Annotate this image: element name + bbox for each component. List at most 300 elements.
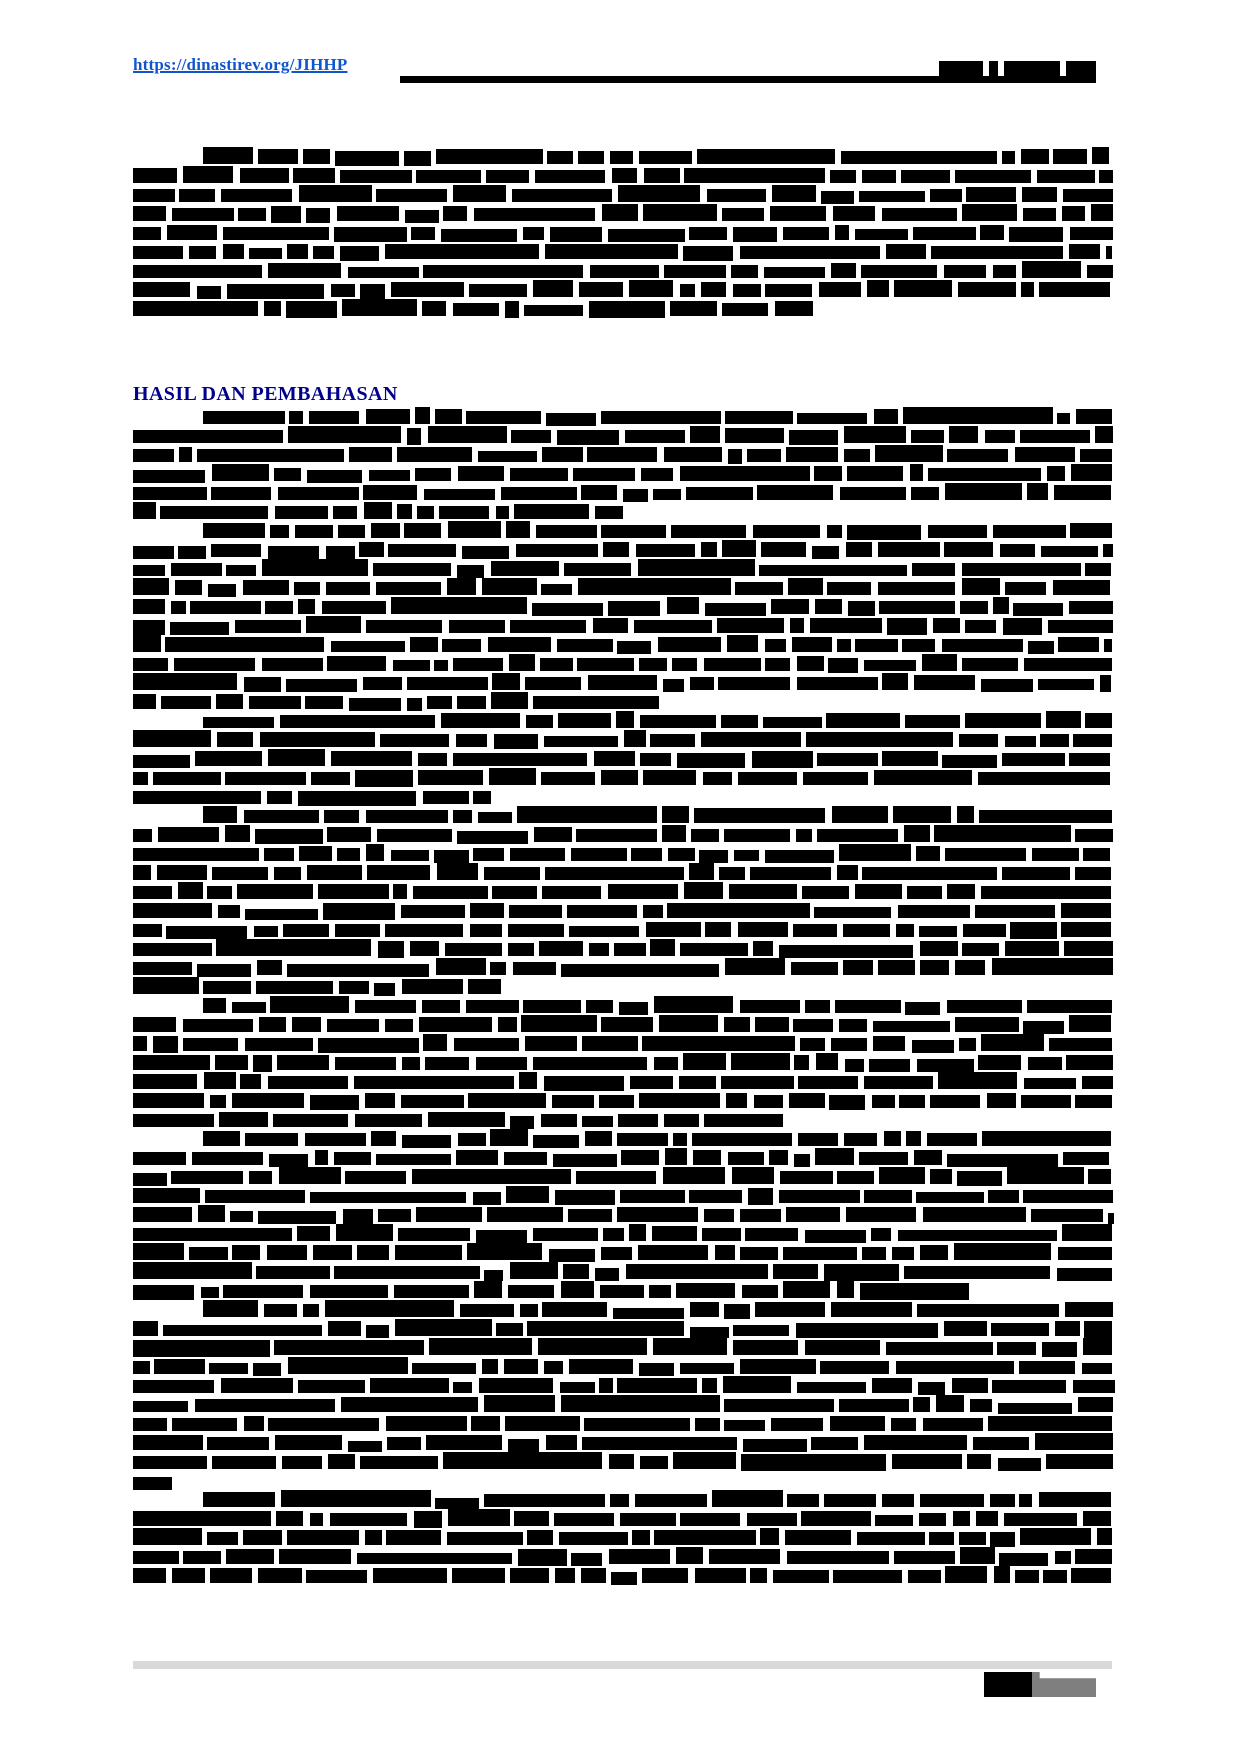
redacted-word: [898, 1230, 1057, 1241]
redacted-word: [874, 409, 898, 424]
redacted-word: [1005, 736, 1036, 747]
redacted-word: [299, 846, 332, 861]
redacted-word: [391, 282, 464, 297]
redacted-word: [546, 1435, 577, 1450]
redacted-word: [544, 1361, 563, 1374]
redacted-word: [165, 637, 324, 652]
redacted-word: [1007, 1167, 1084, 1184]
redacted-word: [203, 998, 226, 1013]
redacted-word: [869, 1059, 910, 1072]
redacted-word: [412, 1169, 571, 1184]
redacted-word: [999, 1553, 1048, 1566]
redacted-word: [510, 468, 568, 481]
redacted-line: [133, 1396, 1112, 1415]
redacted-word: [538, 1338, 647, 1355]
redacted-word: [518, 1549, 567, 1566]
redacted-word: [683, 246, 733, 261]
redacted-word: [613, 1308, 684, 1319]
redacted-word: [133, 962, 192, 975]
redacted-word: [912, 563, 955, 576]
redacted-word: [734, 850, 759, 861]
redacted-word: [203, 1492, 275, 1507]
redacted-word: [902, 639, 935, 652]
redacted-word: [920, 960, 949, 975]
redacted-word: [741, 1454, 886, 1471]
redacted-word: [334, 1266, 480, 1279]
redacted-word: [589, 943, 609, 956]
redacted-word: [820, 1361, 889, 1374]
redacted-word: [133, 1093, 204, 1108]
redacted-word: [498, 1017, 517, 1032]
redacted-word: [839, 844, 911, 861]
redacted-word: [667, 597, 699, 614]
redacted-word: [539, 941, 583, 956]
redacted-word: [1069, 601, 1113, 614]
redacted-word: [179, 189, 215, 202]
redacted-word: [1065, 1302, 1113, 1317]
redacted-word: [133, 1477, 172, 1490]
redacted-word: [786, 447, 838, 462]
redacted-word: [689, 863, 714, 880]
redacted-word: [281, 1490, 431, 1507]
redacted-word: [237, 884, 313, 899]
redacted-word: [492, 673, 520, 690]
redacted-word: [578, 151, 604, 164]
redacted-word: [694, 808, 825, 823]
redacted-word: [982, 1131, 1111, 1146]
redacted-word: [954, 1243, 1051, 1260]
redacted-word: [415, 407, 430, 424]
redacted-word: [510, 1262, 558, 1279]
redacted-word: [1027, 1000, 1111, 1013]
redacted-word: [504, 1152, 547, 1165]
redacted-word: [133, 1401, 188, 1412]
header-journal-link[interactable]: https://dinastirev.org/JIHHP: [133, 55, 348, 74]
redacted-word: [413, 886, 488, 899]
redacted-word: [701, 542, 717, 557]
redacted-word: [133, 301, 258, 316]
redacted-word: [212, 464, 269, 481]
redacted-word: [335, 151, 399, 166]
redacted-word: [970, 1399, 992, 1412]
redacted-word: [626, 1264, 768, 1279]
redacted-word: [609, 1454, 634, 1469]
redacted-word: [811, 1437, 858, 1450]
redacted-word: [905, 715, 960, 728]
redacted-word: [343, 1209, 373, 1224]
redacted-word: [373, 1568, 447, 1583]
redacted-word: [740, 246, 880, 259]
redacted-word: [771, 1418, 823, 1431]
redacted-word: [298, 1380, 365, 1393]
redacted-word: [1003, 618, 1042, 635]
redacted-word: [1000, 544, 1035, 557]
redacted-word: [306, 208, 330, 223]
redacted-word: [742, 1285, 778, 1298]
redacted-word: [631, 848, 662, 861]
redacted-word: [203, 523, 265, 538]
redacted-word: [643, 905, 663, 918]
redacted-word: [947, 1000, 1022, 1013]
redacted-word: [973, 1437, 1029, 1450]
redacted-word: [273, 1114, 348, 1127]
redacted-word: [617, 1133, 668, 1146]
redacted-word: [393, 884, 407, 899]
redacted-word: [755, 1302, 825, 1317]
redacted-line: [133, 921, 1112, 940]
redacted-word: [414, 1511, 442, 1528]
redacted-word: [862, 1247, 886, 1260]
redacted-word: [722, 303, 768, 316]
redacted-word: [207, 1437, 269, 1450]
redacted-word: [418, 753, 447, 766]
redacted-word: [309, 411, 359, 424]
redacted-word: [988, 1190, 1019, 1203]
redacted-word: [561, 1281, 594, 1298]
redacted-word: [376, 1154, 451, 1165]
redacted-word: [360, 1456, 438, 1469]
redacted-word: [207, 1532, 238, 1545]
redacted-word: [1039, 282, 1110, 297]
redacted-word: [780, 1171, 833, 1184]
redacted-word: [212, 867, 268, 880]
redacted-word: [243, 580, 289, 595]
redacted-word: [297, 1226, 330, 1241]
redacted-word: [397, 447, 472, 462]
redacted-word: [875, 1515, 913, 1526]
redacted-word: [280, 715, 435, 728]
redacted-word: [843, 960, 873, 975]
redacted-word: [680, 466, 810, 481]
redacted-word: [541, 772, 595, 785]
redacted-word: [157, 865, 207, 880]
redacted-word: [821, 191, 854, 204]
redacted-word: [726, 1093, 747, 1108]
redacted-word: [955, 960, 985, 975]
redacted-word: [207, 886, 232, 899]
redacted-word: [753, 941, 773, 956]
page-number-redacted: [984, 1672, 1032, 1697]
redacted-line: [133, 1244, 1112, 1263]
redacted-word: [602, 204, 638, 221]
redacted-word: [967, 1454, 991, 1469]
redacted-word: [133, 282, 190, 297]
redacted-word: [837, 639, 851, 652]
redacted-word: [724, 829, 790, 842]
redacted-word: [837, 865, 858, 880]
redacted-line: [133, 731, 1112, 750]
redacted-word: [298, 599, 315, 614]
redacted-word: [549, 1249, 595, 1262]
redacted-word: [839, 1399, 909, 1412]
redacted-word: [453, 1382, 472, 1393]
redacted-word: [178, 882, 203, 899]
redacted-word: [306, 1570, 367, 1583]
redacted-word: [601, 1247, 632, 1260]
redacted-word: [270, 996, 349, 1013]
redacted-word: [378, 941, 404, 958]
redacted-word: [133, 848, 259, 861]
redacted-word: [476, 1057, 527, 1070]
redacted-word: [203, 147, 253, 164]
redacted-word: [779, 1190, 860, 1203]
redacted-word: [1020, 430, 1090, 443]
redacted-word: [275, 1435, 342, 1450]
redacted-word: [640, 715, 716, 728]
redacted-word: [555, 1190, 615, 1205]
redacted-word: [258, 149, 298, 164]
redacted-word: [576, 1171, 656, 1184]
redacted-word: [864, 1076, 933, 1089]
redacted-word: [268, 1076, 348, 1089]
redacted-word: [686, 487, 753, 500]
redacted-word: [757, 485, 833, 500]
redacted-word: [564, 563, 631, 576]
redacted-word: [1069, 244, 1100, 259]
redacted-word: [218, 905, 240, 918]
redacted-word: [1058, 1247, 1112, 1260]
redacted-word: [546, 413, 596, 426]
redacted-word: [993, 265, 1016, 278]
redacted-word: [133, 1321, 158, 1336]
redacted-word: [370, 1378, 449, 1393]
redacted-word: [743, 1439, 807, 1452]
redacted-word: [279, 1549, 351, 1564]
redacted-word: [894, 1551, 955, 1564]
redacted-line: [133, 845, 1112, 864]
redacted-word: [928, 468, 1041, 481]
redacted-word: [962, 204, 1017, 221]
redacted-word: [249, 1171, 272, 1184]
redacted-word: [489, 768, 536, 785]
redacted-word: [460, 1304, 514, 1317]
redacted-line: [133, 1377, 1112, 1396]
redacted-word: [760, 1528, 779, 1545]
redacted-word: [423, 791, 469, 804]
redacted-word: [623, 489, 648, 502]
redacted-word: [595, 1268, 619, 1281]
redacted-word: [747, 1513, 797, 1526]
redacted-word: [201, 1287, 219, 1298]
redacted-word: [663, 679, 684, 692]
redacted-word: [652, 1226, 697, 1241]
redacted-word: [1028, 1057, 1062, 1070]
redacted-word: [773, 1264, 818, 1279]
redacted-word: [579, 282, 623, 297]
redacted-word: [310, 1285, 388, 1298]
redacted-word: [992, 958, 1113, 975]
redacted-word: [436, 958, 486, 975]
redacted-word: [289, 411, 303, 424]
redacted-word: [1071, 1568, 1111, 1583]
redacted-word: [364, 502, 392, 519]
redacted-word: [699, 850, 728, 863]
redacted-word: [401, 905, 465, 918]
redacted-word: [601, 525, 666, 538]
redacted-word: [335, 1057, 396, 1070]
redacted-word: [618, 185, 700, 202]
redacted-word: [958, 282, 1016, 297]
redacted-word: [133, 1511, 271, 1526]
redacted-word: [1004, 1513, 1077, 1526]
redacted-word: [491, 692, 528, 709]
redacted-word: [632, 1530, 650, 1545]
redacted-word: [445, 943, 502, 956]
redacted-word: [988, 1416, 1112, 1431]
redacted-word: [269, 1154, 308, 1167]
redacted-word: [573, 468, 635, 481]
redacted-word: [990, 1532, 1015, 1547]
redacted-word: [663, 1167, 725, 1184]
redacted-word: [1032, 848, 1079, 861]
redacted-word: [259, 1017, 286, 1032]
redacted-word: [650, 734, 695, 747]
redacted-word: [841, 151, 997, 164]
redacted-word: [443, 1452, 602, 1469]
redacted-word: [217, 732, 253, 747]
redacted-word: [434, 850, 469, 863]
redacted-word: [740, 1000, 800, 1013]
redacted-word: [474, 1281, 502, 1298]
redacted-line: [133, 1529, 1112, 1548]
redacted-word: [824, 1494, 876, 1507]
redacted-word: [1023, 208, 1056, 221]
redacted-word: [569, 1359, 633, 1374]
redacted-word: [324, 810, 359, 823]
redacted-paragraph: [133, 1472, 1112, 1491]
redacted-word: [484, 867, 540, 880]
redacted-word: [625, 430, 685, 443]
redacted-word: [448, 521, 501, 538]
redacted-word: [690, 1302, 719, 1317]
redacted-word: [654, 1530, 756, 1545]
redacted-word: [550, 227, 602, 242]
redacted-word: [487, 1207, 563, 1222]
redacted-word: [724, 1017, 750, 1032]
redacted-word: [919, 926, 957, 937]
redacted-word: [914, 1150, 942, 1165]
redacted-word: [1021, 149, 1049, 164]
redacted-word: [944, 1321, 987, 1336]
redacted-word: [1084, 1321, 1112, 1338]
redacted-word: [892, 1454, 962, 1469]
redacted-word: [641, 468, 673, 481]
redacted-word: [348, 1441, 382, 1452]
redacted-word: [896, 924, 914, 937]
redacted-word: [133, 206, 166, 221]
redacted-word: [267, 791, 292, 804]
redacted-word: [133, 449, 174, 462]
redacted-word: [172, 1418, 237, 1431]
redacted-word: [833, 206, 875, 221]
redacted-word: [469, 284, 527, 297]
redacted-word: [608, 884, 678, 899]
redacted-word: [738, 922, 788, 937]
redacted-word: [133, 1036, 147, 1051]
redacted-word: [829, 1095, 865, 1110]
redacted-word: [494, 734, 538, 749]
redacted-line: [133, 1339, 1112, 1358]
redacted-word: [593, 618, 628, 633]
redacted-word: [644, 168, 680, 183]
redacted-word: [917, 1059, 974, 1072]
redacted-word: [466, 1000, 519, 1013]
redacted-word: [167, 225, 217, 240]
redacted-word: [195, 751, 262, 766]
redacted-word: [496, 1323, 523, 1336]
redacted-word: [590, 265, 659, 278]
redacted-line: [133, 1415, 1112, 1434]
redacted-paragraph: [133, 522, 1112, 712]
redacted-word: [783, 227, 829, 240]
redacted-line: [133, 807, 1112, 826]
redacted-word: [422, 1000, 460, 1013]
redacted-word: [225, 772, 306, 785]
redacted-word: [1023, 1021, 1064, 1034]
redacted-word: [226, 565, 256, 576]
redacted-word: [338, 525, 365, 538]
redacted-word: [855, 229, 908, 240]
redacted-word: [216, 939, 371, 956]
redacted-word: [571, 848, 627, 861]
redacted-word: [305, 1133, 366, 1146]
redacted-word: [891, 1418, 916, 1431]
redacted-word: [690, 677, 714, 690]
redacted-word: [563, 1264, 589, 1279]
redacted-line: [133, 1472, 1112, 1491]
redacted-word: [154, 1359, 205, 1374]
redacted-word: [1100, 675, 1111, 692]
redacted-word: [676, 1283, 735, 1298]
redacted-word: [689, 227, 727, 240]
redacted-word: [1038, 679, 1094, 690]
redacted-line: [133, 864, 1112, 883]
redacted-word: [771, 599, 809, 614]
redacted-line: [133, 1358, 1112, 1377]
redacted-line: [133, 1073, 1112, 1092]
redacted-word: [133, 1551, 179, 1564]
redacted-word: [508, 1285, 554, 1298]
redacted-word: [527, 1321, 684, 1336]
redacted-word: [293, 168, 335, 183]
redacted-word: [1066, 61, 1096, 81]
redacted-word: [831, 263, 856, 278]
redacted-line: [133, 902, 1112, 921]
redacted-word: [965, 713, 1041, 728]
redacted-word: [339, 981, 369, 994]
redacted-line: [133, 655, 1112, 674]
redacted-word: [276, 1511, 303, 1526]
redacted-word: [357, 1553, 512, 1564]
redacted-word: [963, 924, 1006, 937]
redacted-line: [133, 693, 1112, 712]
redacted-word: [210, 1095, 226, 1108]
redacted-word: [325, 1300, 454, 1317]
redacted-word: [264, 848, 294, 861]
redacted-word: [544, 736, 618, 747]
redacted-word: [133, 430, 283, 443]
redacted-word: [981, 886, 1111, 899]
redacted-word: [486, 170, 529, 183]
redacted-word: [204, 1072, 236, 1089]
redacted-word: [264, 1304, 297, 1317]
redacted-word: [949, 426, 978, 443]
redacted-word: [733, 1325, 789, 1336]
redacted-word: [975, 905, 1055, 918]
redacted-word: [133, 1456, 207, 1469]
redacted-word: [238, 208, 266, 221]
redacted-word: [617, 1378, 697, 1393]
